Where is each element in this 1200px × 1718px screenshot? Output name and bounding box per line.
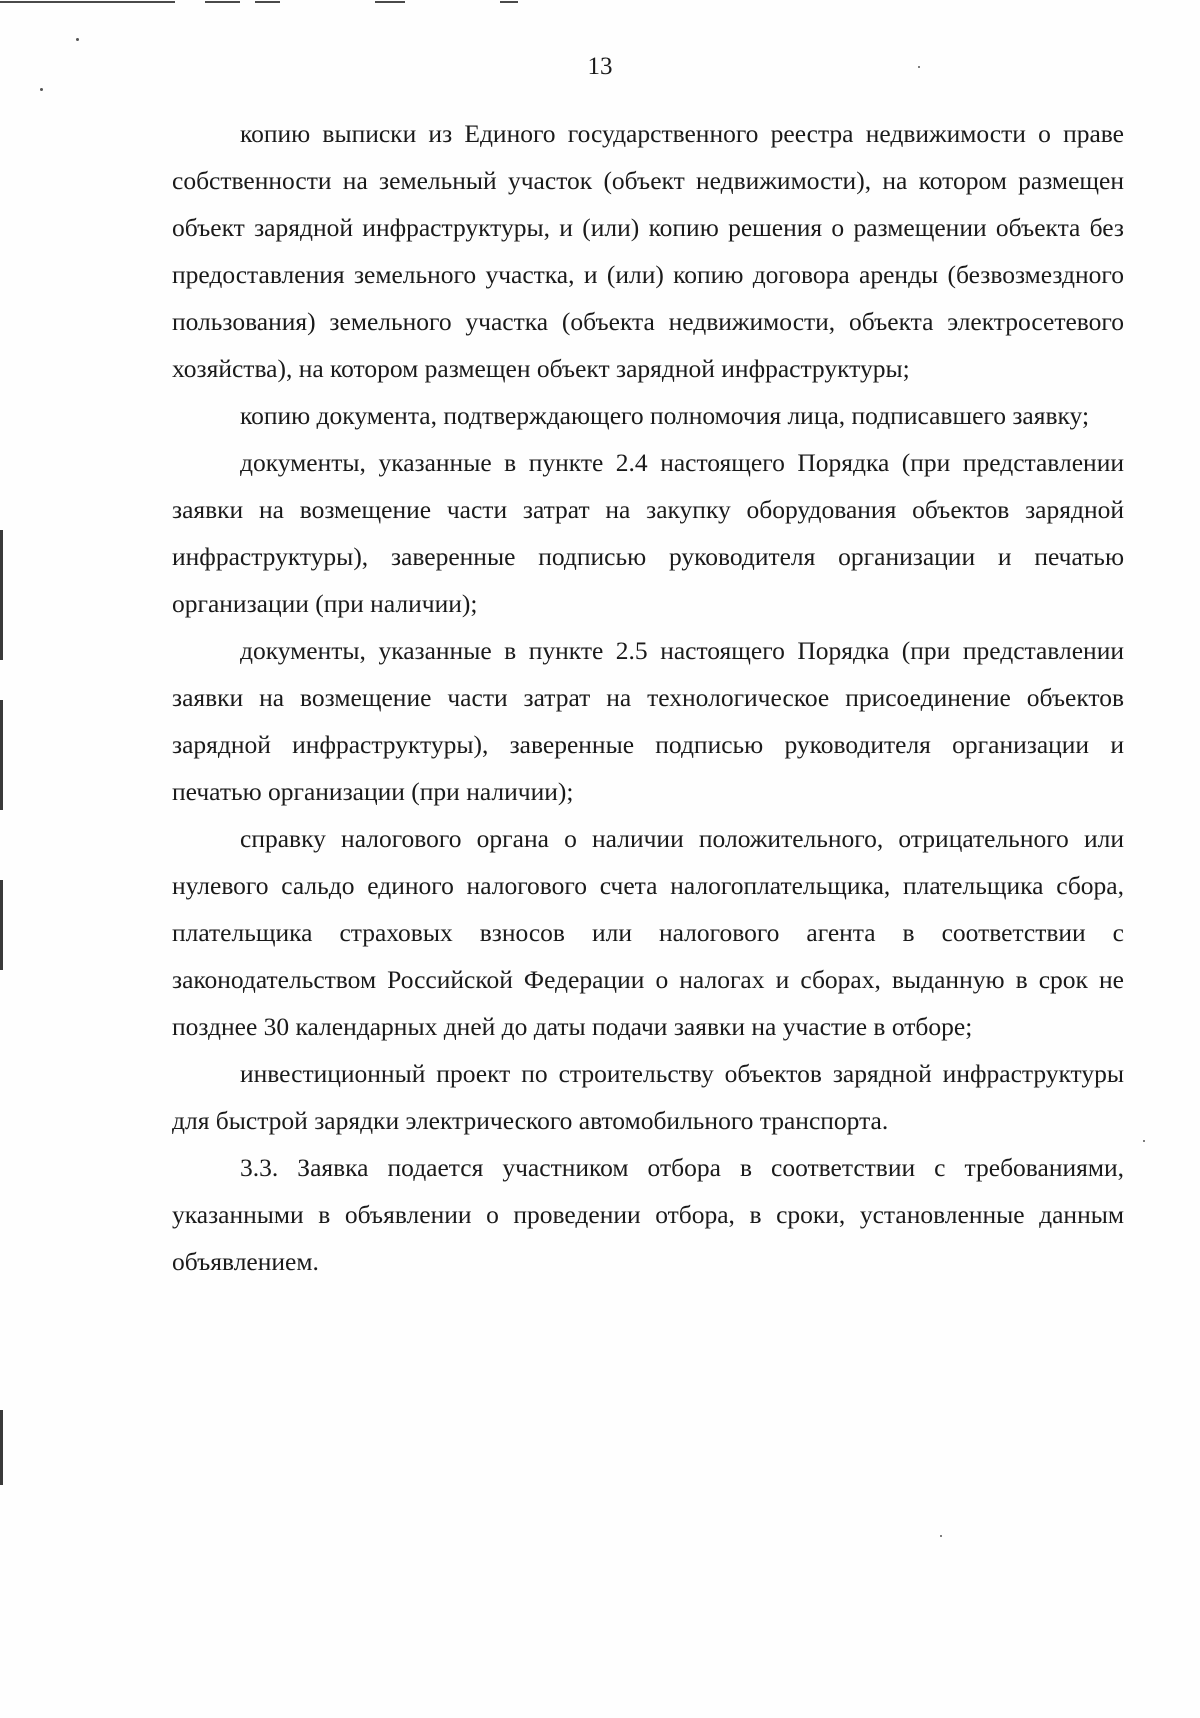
scan-speck [940,1535,942,1537]
paragraph-egrn-extract: копию выписки из Единого государственного реестра недвижимости о праве собственности на земельный участок (объект недвижимости), на котором размещен объект зарядной инфраструктуры, и (или) копию решения о размещении объекта без предоставления земельного участка, и (или) копию договора аренды (безвозмездного пользования) земельного участка (объекта недвижимости, объекта электросетевого хозяйства), на котором размещен объект зарядной инфраструктуры; [172,119,1124,383]
paragraph-section-3-3: 3.3. Заявка подается участником отбора в соответствии с требованиями, указанными в объявлении о проведении отбора, в сроки, установленные данным объявлением. [172,1153,1124,1276]
paragraph-documents-clause-2-4: документы, указанные в пункте 2.4 настоящего Порядка (при представлении заявки на возмещение части затрат на закупку оборудования объектов зарядной инфраструктуры), заверенные подписью руководителя организации и печатью организации (при наличии); [172,448,1124,618]
scan-edge-artifact [0,0,1200,4]
scan-speck [76,38,79,41]
paragraph-investment-project: инвестиционный проект по строительству объектов зарядной инфраструктуры для быстрой зарядки электрического автомобильного транспорта. [172,1059,1124,1135]
scan-margin-line [0,700,3,810]
scan-speck [1143,1140,1145,1142]
document-body [172,110,1124,1285]
scan-margin-line [0,880,3,970]
paragraph-documents-clause-2-5: документы, указанные в пункте 2.5 настоящего Порядка (при представлении заявки на возмещение части затрат на технологическое присоединение объектов зарядной инфраструктуры), заверенные подписью руководителя организации и печатью организации (при наличии); [172,636,1124,806]
scan-margin-line [0,1410,3,1485]
page-number: 13 [587,53,613,80]
paragraph-tax-certificate: справку налогового органа о наличии положительного, отрицательного или нулевого сальдо единого налогового счета налогоплательщика, плательщика сбора, плательщика страховых взносов или налогового агента в соответствии с законодательством Российской Федерации о налогах и сборах, выданную в срок не позднее 30 календарных дней до даты подачи заявки на участие в отборе; [172,824,1124,1041]
scan-margin-line [0,530,3,660]
scan-speck [40,88,43,91]
paragraph-authority-document: копию документа, подтверждающего полномочия лица, подписавшего заявку; [240,401,1090,430]
